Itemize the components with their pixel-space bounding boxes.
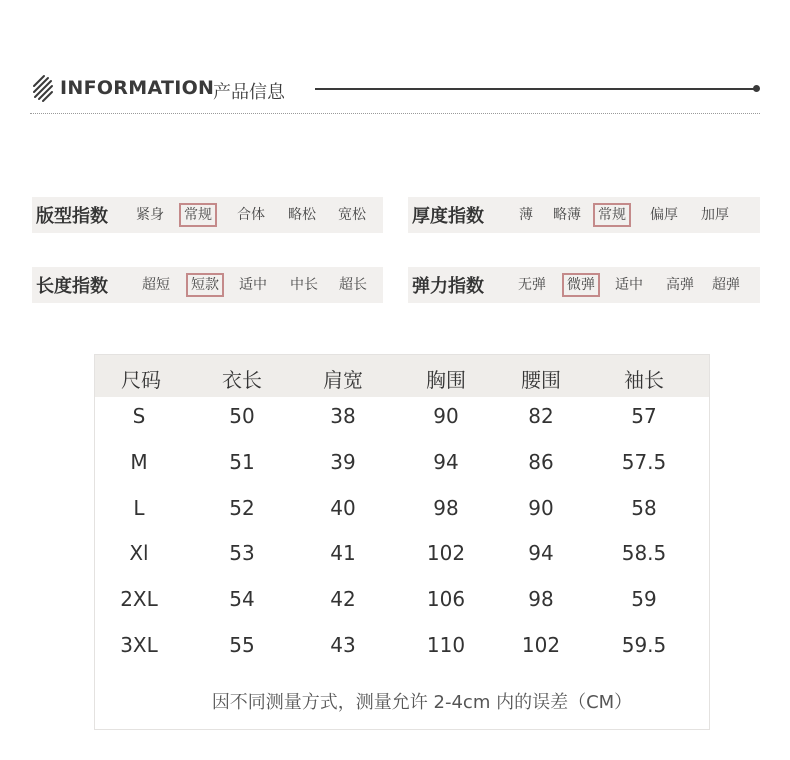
table-cell: 59.5: [621, 633, 667, 657]
measurement-note: 因不同测量方式，测量允许 2-4cm 内的误差（CM）: [211, 692, 633, 713]
table-cell: 98: [433, 496, 459, 520]
index-label: 版型指数: [36, 206, 108, 227]
table-cell: 52: [229, 496, 255, 520]
index-option: 超弹: [712, 277, 740, 293]
index-option: 偏厚: [650, 207, 678, 223]
column-header-size: 尺码: [121, 368, 161, 392]
index-option: 加厚: [701, 207, 729, 223]
table-cell: 57.5: [621, 450, 667, 474]
table-cell: 98: [528, 587, 554, 611]
index-option: 高弹: [666, 277, 694, 293]
elasticity-index-row: [408, 267, 760, 303]
table-cell: Xl: [129, 541, 149, 565]
column-header-sleeve: 袖长: [624, 368, 664, 392]
table-cell: 2XL: [120, 587, 158, 611]
index-option: 超短: [142, 277, 170, 293]
table-cell: 82: [528, 404, 554, 428]
index-option-selected: 短款: [186, 273, 224, 297]
section-header: [32, 74, 760, 104]
table-cell: 51: [229, 450, 255, 474]
table-cell: 54: [229, 587, 255, 611]
table-cell: 102: [426, 541, 466, 565]
index-option: 无弹: [518, 277, 546, 293]
section-title-cn: 产品信息: [213, 82, 285, 103]
index-option-selected: 常规: [593, 203, 631, 227]
column-header-waist: 腰围: [521, 368, 561, 392]
index-option: 略松: [288, 207, 316, 223]
table-cell: 58: [631, 496, 657, 520]
size-table-header: [95, 355, 709, 397]
index-option-selected: 常规: [179, 203, 217, 227]
thickness-index-row: [408, 197, 760, 233]
table-cell: M: [130, 450, 148, 474]
table-cell: 94: [528, 541, 554, 565]
index-label: 长度指数: [36, 276, 108, 297]
table-cell: 58.5: [621, 541, 667, 565]
table-cell: 42: [330, 587, 356, 611]
table-cell: 55: [229, 633, 255, 657]
index-option-selected: 微弹: [562, 273, 600, 297]
table-cell: S: [132, 404, 146, 428]
table-cell: 102: [521, 633, 561, 657]
table-cell: 94: [433, 450, 459, 474]
table-cell: 110: [426, 633, 466, 657]
table-cell: 50: [229, 404, 255, 428]
column-header-length: 衣长: [222, 368, 262, 392]
index-label: 弹力指数: [412, 276, 484, 297]
table-cell: 41: [330, 541, 356, 565]
table-cell: 43: [330, 633, 356, 657]
index-option: 略薄: [553, 207, 581, 223]
index-option: 超长: [339, 277, 367, 293]
table-cell: 38: [330, 404, 356, 428]
column-header-shoulder: 肩宽: [323, 368, 363, 392]
table-cell: 3XL: [120, 633, 158, 657]
stripes-logo-icon: [32, 74, 54, 104]
table-cell: 86: [528, 450, 554, 474]
table-cell: 57: [631, 404, 657, 428]
index-option: 宽松: [338, 207, 366, 223]
header-divider-line: [315, 88, 754, 90]
dotted-divider: [30, 113, 760, 114]
table-cell: 39: [330, 450, 356, 474]
index-option: 适中: [615, 277, 643, 293]
length-index-row: [32, 267, 383, 303]
fit-index-row: [32, 197, 383, 233]
column-header-chest: 胸围: [426, 368, 466, 392]
header-divider-dot: [753, 85, 760, 92]
section-title-en: INFORMATION: [60, 77, 215, 99]
table-cell: 53: [229, 541, 255, 565]
index-option: 薄: [519, 207, 533, 223]
table-cell: 90: [433, 404, 459, 428]
index-option: 中长: [290, 277, 318, 293]
table-cell: 90: [528, 496, 554, 520]
index-label: 厚度指数: [412, 206, 484, 227]
size-table: [94, 354, 710, 730]
index-option: 适中: [239, 277, 267, 293]
table-cell: 106: [426, 587, 466, 611]
index-option: 合体: [237, 207, 265, 223]
table-cell: L: [133, 496, 145, 520]
table-cell: 40: [330, 496, 356, 520]
index-option: 紧身: [136, 207, 164, 223]
table-cell: 59: [631, 587, 657, 611]
